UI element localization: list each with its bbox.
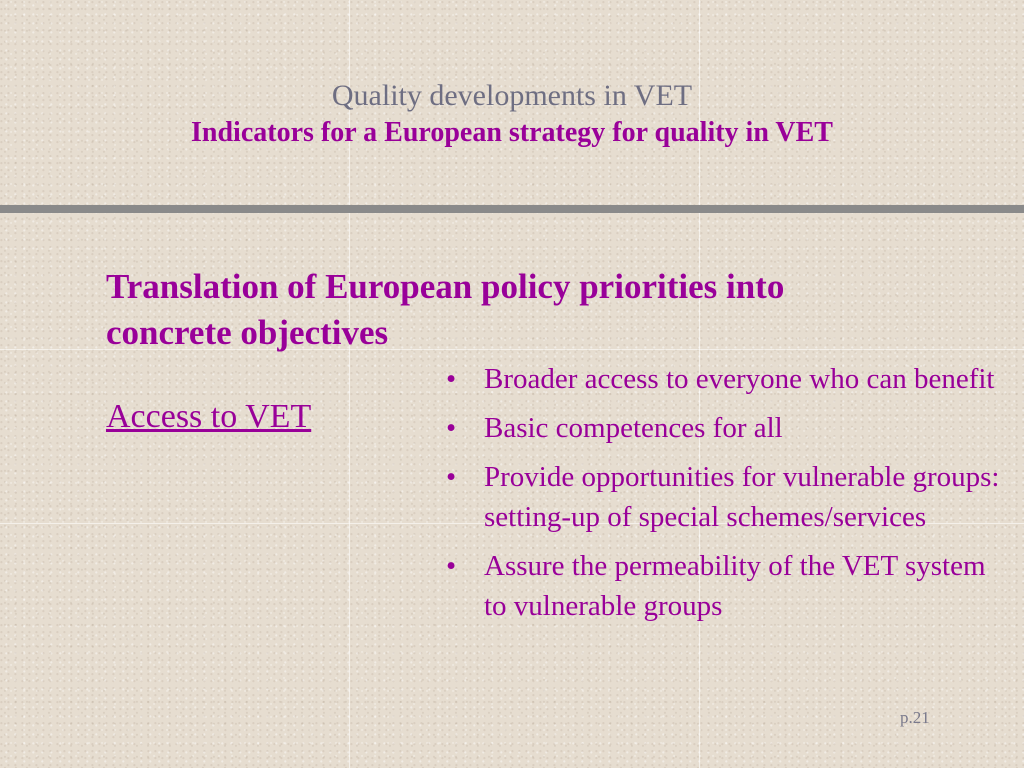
bullet-dot: • — [446, 363, 457, 395]
bullet-text: Basic competences for all — [484, 412, 783, 444]
access-to-vet-link[interactable]: Access to VET — [106, 398, 312, 435]
header-divider — [0, 205, 1024, 213]
bullet-item — [446, 546, 1006, 626]
slide-title: Indicators for a European strategy for quality in VET — [191, 117, 833, 148]
slide-subtitle: Quality developments in VET — [331, 79, 693, 112]
bullet-text: Assure the permeability of the VET system to vulnerable groups — [484, 550, 986, 622]
page-number: p.21 — [900, 708, 930, 727]
bullet-item — [446, 457, 1006, 537]
bullet-text: Provide opportunities for vulnerable groups: setting-up of special schemes/services — [484, 461, 1000, 533]
section-heading: Translation of European policy priorities into concrete objectives — [106, 267, 785, 352]
bullet-dot: • — [446, 461, 457, 493]
bullet-dot: • — [446, 550, 457, 582]
slide-header — [0, 78, 1024, 152]
bullet-dot: • — [446, 412, 457, 444]
bullet-list — [446, 359, 1006, 635]
bullet-item — [446, 408, 1006, 448]
bullet-item — [446, 359, 1006, 399]
bullet-text: Broader access to everyone who can benefit — [484, 363, 995, 395]
